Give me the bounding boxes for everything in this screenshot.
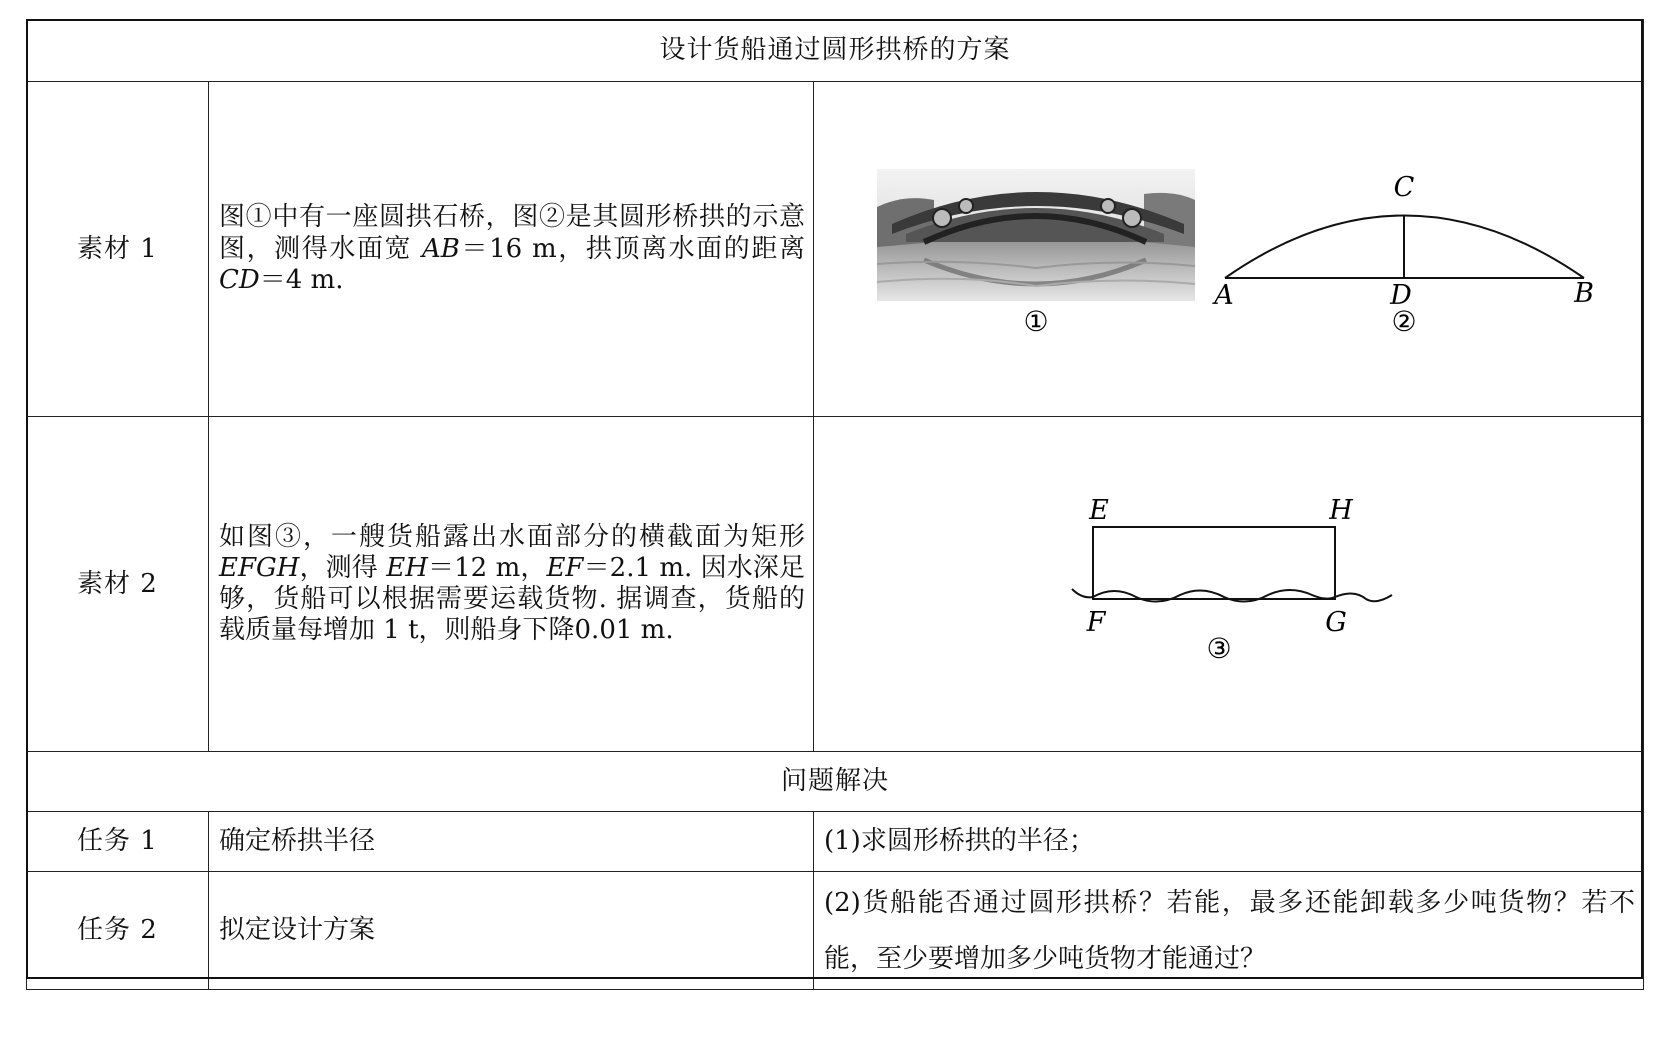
section-problem-solving: 问题解决 — [27, 752, 1644, 812]
task-2-question: (2)货船能否通过圆形拱桥？若能，最多还能卸载多少吨货物？若不能，至少要增加多少吨货物才能通过？ — [814, 872, 1644, 990]
material-2-row — [27, 417, 1644, 752]
material-1-text: 图①中有一座圆拱石桥，图②是其圆形桥拱的示意图，测得水面宽 AB＝16 m，拱顶离水面的距离 CD＝4 m. — [209, 82, 814, 417]
task-1-row — [27, 812, 1644, 872]
point-d-label: D — [1390, 280, 1412, 311]
point-h-label: H — [1329, 495, 1353, 527]
bridge-photo — [877, 169, 1195, 301]
figure-1-caption: ① — [1023, 305, 1049, 338]
point-b-label: B — [1574, 278, 1594, 309]
ship-diagram — [814, 417, 1642, 743]
point-a-label: A — [1214, 280, 1234, 311]
material-1-row — [27, 82, 1644, 417]
table-title: 设计货船通过圆形拱桥的方案 — [27, 20, 1644, 82]
material-1-label: 素材 1 — [27, 82, 209, 417]
point-f-label: F — [1086, 607, 1106, 639]
task-2-name: 拟定设计方案 — [209, 872, 814, 990]
task-1-label: 任务 1 — [27, 812, 209, 872]
point-g-label: G — [1325, 607, 1347, 639]
task-2-label: 任务 2 — [27, 872, 209, 990]
material-2-text: 如图③，一艘货船露出水面部分的横截面为矩形 EFGH，测得 EH＝12 m，EF＝2.1 m. 因水深足够，货船可以根据需要运载货物. 据调查，货船的载质量每增加 1 t，则船身下降0.01 m. — [209, 417, 814, 752]
material-1-figures — [814, 82, 1644, 417]
material-2-label: 素材 2 — [27, 417, 209, 752]
point-c-label: C — [1393, 172, 1415, 203]
material-2-figure — [814, 417, 1644, 752]
plan-table — [26, 19, 1644, 990]
figure-3-caption: ③ — [1206, 632, 1232, 666]
task-1-question: (1)求圆形桥拱的半径； — [814, 812, 1644, 872]
figure-2-caption: ② — [1391, 305, 1417, 338]
arch-diagram — [1211, 172, 1594, 311]
task-2-row — [27, 872, 1644, 990]
bridge-figures — [814, 82, 1642, 408]
task-1-name: 确定桥拱半径 — [209, 812, 814, 872]
point-e-label: E — [1089, 495, 1109, 527]
